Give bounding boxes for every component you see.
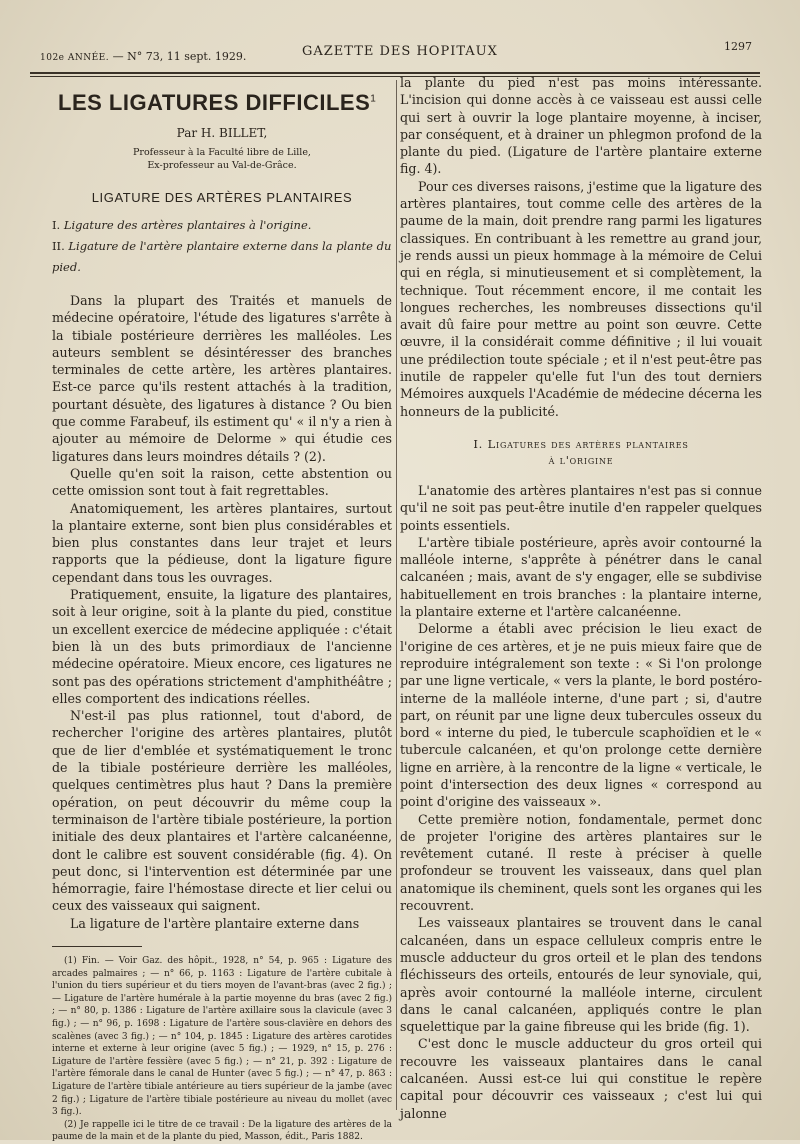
paragraph: Delorme a établi avec précision le lieu exact de l'origine de ces artères, et je ne puis mieux faire que de reproduire intégralement son texte : « Si l'on prolonge par une ligne verticale, « vers la plante, le bord postéro-interne de la malléole interne, d'une part ; si, d'autre part, on réunit par une ligne deux tubercules osseux du bord « interne du pied, le tubercule scaphoïdien et le « tubercule calcanéen, et qu'on prolonge cette dernière ligne en arrière, à la rencontre de la ligne « verticale, le point d'intersection des deux lignes « correspond au point d'origine des vaisseaux ». bbox=[400, 621, 762, 810]
section-outline bbox=[52, 215, 392, 278]
journal-name: GAZETTE DES HOPITAUX bbox=[302, 44, 498, 59]
paragraph: La ligature de l'artère plantaire externe dans bbox=[70, 915, 360, 931]
paragraph: L'artère tibiale postérieure, après avoir contourné la malléole interne, s'apprête à pénétrer dans le canal calcanéen ; mais, avant de s'y engager, elle se subdivise habituellement en trois branches : la plantaire interne, la plantaire externe et l'artère calcanéenne. bbox=[400, 534, 762, 620]
paragraph: Anatomiquement, les artères plantaires, surtout la plantaire externe, sont bien plus considérables et bien plus constantes dans leur trajet et leurs rapports que la pédieuse, dont la ligature figure cependant dans tous les ouvrages. bbox=[52, 500, 392, 585]
paragraph: C'est donc le muscle adducteur du gros orteil qui recouvre les vaisseaux plantaires dans le canal calcanéen. Aussi est-ce lui qui constitue le repère capital pour découvrir ces vaisseaux ; c'est lui qui jalonne bbox=[400, 1036, 762, 1121]
author-affiliation: Professeur à la Faculté libre de Lille, Ex-professeur au Val-de-Grâce. bbox=[133, 147, 311, 171]
paragraph: Cette première notion, fondamentale, permet donc de projeter l'origine des artères plantaires sur le revêtement cutané. Il reste à préciser à quelle profondeur se trouvent les vaisseaux, dans quel plan anatomique ils cheminent, quels sont les organes qui les recouvrent. bbox=[400, 811, 762, 914]
paragraph: Les vaisseaux plantaires se trouvent dans le canal calcanéen, dans un espace celluleux compris entre le muscle adducteur du gros orteil et le plan des tendons fléchisseurs des orteils, entourés de leur synoviale, qui, après avoir contourné la malléole interne, circulent dans le canal calcanéen, appliqués contre le plan squelettique par la gaine fibreuse qui les bride (fig. 1). bbox=[400, 915, 762, 1035]
paragraph: L'anatomie des artères plantaires n'est pas si connue qu'il ne soit pas peut-être inutile d'en rappeler quelques points essentiels. bbox=[400, 482, 762, 533]
issue-info bbox=[40, 50, 246, 63]
page-number: 1297 bbox=[724, 40, 752, 53]
footnote: (1) Fin. — Voir Gaz. des hôpit., 1928, n° 54, p. 965 : Ligature des arcades palmaires ; — n° 66, p. 1163 : Ligature de l'artère cubitale à l'union du tiers supérieur et du tiers moyen de l'avant-bras (avec 2 fig.) ; — Ligature de l'artère humérale à la partie moyenne du bras (avec 2 fig.) ; — n° 80, p. 1386 : Ligature de l'artère axillaire sous la clavicule (avec 3 fig.) ; — n° 96, p. 1698 : Ligature de l'artère sous-clavière en dehors des scalènes (avec 3 fig.) ; — n° 104, p. 1845 : Ligature des artères carotides interne et externe à leur origine (avec 5 fig.) ; — 1929, n° 15, p. 276 : Ligature de l'artère fessière (avec 5 fig.) ; — n° 21, p. 392 : Ligature de l'artère fémorale dans le canal de Hunter (avec 5 fig.) ; — n° 47, p. 863 : Ligature de l'artère tibiale antérieure au tiers supérieur de la jambe (avec 2 fig.) ; Ligature de l'artère tibiale postérieure au niveau du mollet (avec 3 fig.). bbox=[52, 955, 392, 1118]
paragraph: Dans la plupart des Traités et manuels de médecine opératoire, l'étude des ligatures s'arrête à la tibiale postérieure derrières les malléoles. Les auteurs semblent se désintéresser des branches terminales de cette artère, les artères plantaires. Est-ce parce qu'ils restent attachés à la tradition, pourtant désuète, des ligatures à distance ? Ou bien que comme Farabeuf, ils estiment qu' « il n'y a rien à ajouter au mémoire de Delorme » qui étudie ces ligatures dans leurs moindres détails ? (2). bbox=[52, 293, 392, 464]
author: Par H. BILLET, bbox=[176, 126, 268, 140]
section-title: LIGATURE DES ARTÈRES PLANTAIRES bbox=[91, 190, 353, 205]
paragraph: N'est-il pas plus rationnel, tout d'abord, de rechercher l'origine des artères plantaires, plutôt que de lier d'emblée et systématiquement le tronc de la tibiale postérieure derrière les malléoles, quelques centimètres plus haut ? Dans la première opération, on peut découvrir du même coup la terminaison de l'artère tibiale postérieure, la portion initiale des deux plantaires et l'artère calcanéenne, dont le calibre est souvent considérable (fig. 4). On peut donc, si l'intervention est déterminée par une hémorragie, faire l'hémostase directe et lier celui ou ceux des vaisseaux qui saignent. bbox=[52, 708, 392, 914]
right-column bbox=[400, 74, 762, 1122]
subsection-heading: I. Ligatures des artères plantaires à l'origine bbox=[473, 436, 689, 467]
year-label: 102e ANNÉE. bbox=[40, 53, 110, 63]
paragraph: la plante du pied n'est pas moins intéressante. L'incision qui donne accès à ce vaisseau est aussi celle qui sert à ouvrir la loge plantaire moyenne, à inciser, par conséquent, et à drainer un phlegmon profond de la plante du pied. (Ligature de l'artère plantaire externe fig. 4). bbox=[400, 75, 762, 177]
outline-item: II. Ligature de l'artère plantaire externe dans la plante du pied. bbox=[52, 239, 392, 274]
column-divider bbox=[396, 80, 397, 1110]
issue-number: — N° 73, 11 sept. 1929. bbox=[112, 50, 247, 63]
article-title: LES LIGATURES DIFFICILES$^1$ bbox=[58, 90, 377, 115]
footnotes bbox=[52, 955, 392, 1144]
paragraph: Quelle qu'en soit la raison, cette abstention ou cette omission sont tout à fait regrettables. bbox=[52, 465, 392, 499]
page-header bbox=[40, 40, 760, 70]
footnote: (2) Je rappelle ici le titre de ce travail : De la ligature des artères de la paume de la main et de la plante du pied, Masson, édit., Paris 1882. bbox=[52, 1119, 392, 1143]
outline-item: I. Ligature des artères plantaires à l'origine. bbox=[52, 218, 312, 232]
paragraph: Pratiquement, ensuite, la ligature des plantaires, soit à leur origine, soit à la plante du pied, constitue un excellent exercice de médecine appliquée : c'était bien là un des buts primordiaux de l'ancienne médecine opératoire. Mieux encore, ces ligatures ne sont pas des opérations strictement d'amphithéâtre ; elles comportent des indications réelles. bbox=[52, 587, 392, 706]
left-body-text bbox=[52, 292, 392, 932]
right-body-text-top bbox=[400, 74, 762, 420]
right-body-text-bottom bbox=[400, 482, 762, 1122]
paragraph: Pour ces diverses raisons, j'estime que la ligature des artères plantaires, tout comme celle des artères de la paume de la main, doit prendre rang parmi les ligatures classiques. En contribuant à les remettre au grand jour, je rends aussi un pieux hommage à la mémoire de Celui qui en régla, si minutieusement et si complètement, la technique. Tout récemment encore, il me contait les longues recherches, les nombreuses dissections qu'il avait dû faire pour mettre au point son œuvre. Cette œuvre, il la considérait comme définitive ; il lui vouait une prédilection toute spéciale ; et il n'est peut-être pas inutile de rappeler qu'elle fut l'un des tout derniers Mémoires auxquels l'Académie de médecine décerna les honneurs de la publicité. bbox=[400, 178, 762, 419]
left-column bbox=[52, 82, 392, 1144]
title-footnote-mark: 1 bbox=[370, 93, 377, 105]
footnote-rule bbox=[52, 946, 142, 947]
